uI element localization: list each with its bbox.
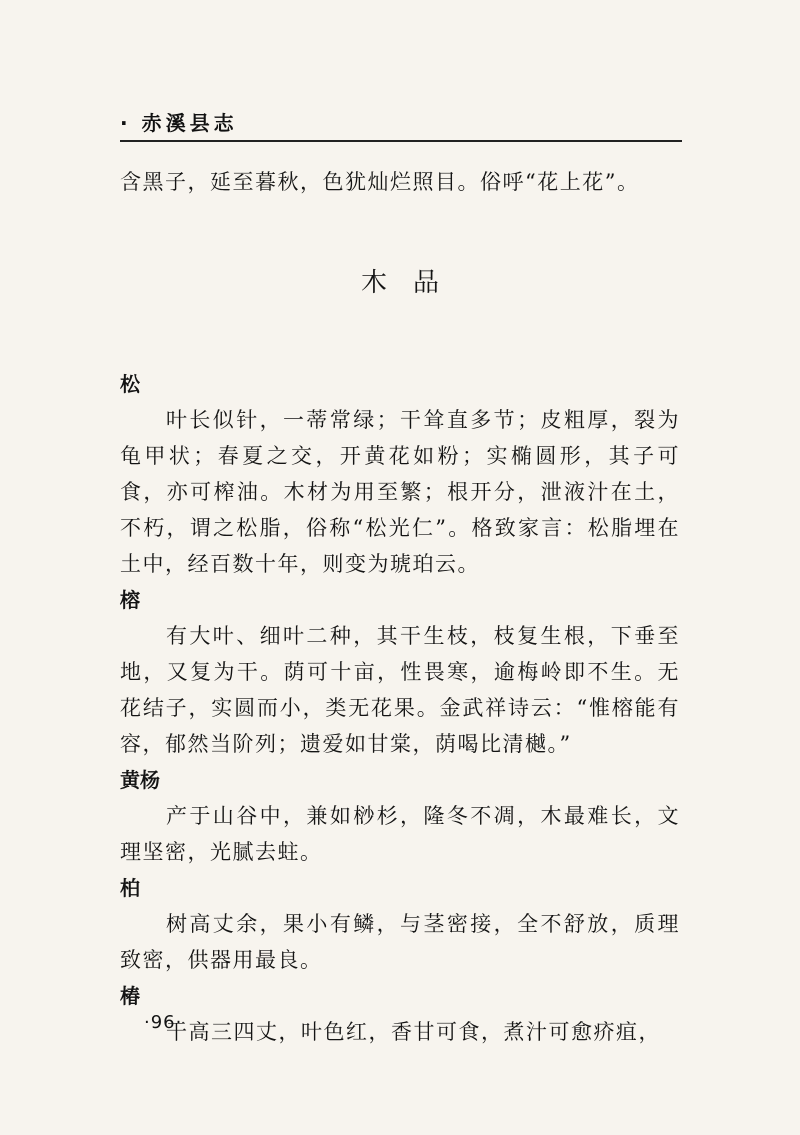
header-title: 赤溪县志 xyxy=(141,111,238,135)
entry-text-banyan: 有大叶、细叶二种，其干生枝，枝复生根，下垂至地，又复为干。荫可十亩，性畏寒，逾梅岭即不生。无花结子，实圆而小，类无花果。金武祥诗云：“惟榕能有容，郁然当阶列；遗爱如甘棠，荫喝比清樾。” xyxy=(120,624,680,756)
running-header xyxy=(120,108,238,138)
entry-text-cypress: 树高丈余，果小有鳞，与茎密接，全不舒放，质理致密，供器用最良。 xyxy=(120,912,680,972)
header-bullet: · xyxy=(120,111,132,135)
page-number: ·96· xyxy=(144,1012,183,1033)
header-rule xyxy=(120,140,682,142)
continuation-paragraph: 含黑子，延至暮秋，色犹灿烂照目。俗呼“花上花”。 xyxy=(120,170,640,194)
entry-heading-pine: 松 xyxy=(120,372,140,396)
section-title: 木品 xyxy=(360,268,465,298)
continuation-block xyxy=(120,164,680,200)
entry-text-pine: 叶长似针，一蒂常绿；干耸直多节；皮粗厚，裂为龟甲状；春夏之交，开黄花如粉；实椭圆形，其子可食，亦可榨油。木材为用至繁；根开分，泄液汁在土，不朽，谓之松脂，俗称“松光仁”。格致家言：松脂埋在土中，经百数十年，则变为琥珀云。 xyxy=(120,408,680,576)
entry-text-toona: 干高三四丈，叶色红，香甘可食，煮汁可愈疥疽， xyxy=(166,1020,661,1044)
entry-heading-cypress: 柏 xyxy=(120,876,140,900)
entries-block xyxy=(120,366,680,1050)
entry-heading-banyan: 榕 xyxy=(120,588,140,612)
entry-text-boxwood: 产于山谷中，兼如桫杉，隆冬不凋，木最难长，文理坚密，光腻去蛀。 xyxy=(120,804,680,864)
entry-heading-boxwood: 黄杨 xyxy=(120,768,160,792)
entry-heading-toona: 椿 xyxy=(120,984,140,1008)
